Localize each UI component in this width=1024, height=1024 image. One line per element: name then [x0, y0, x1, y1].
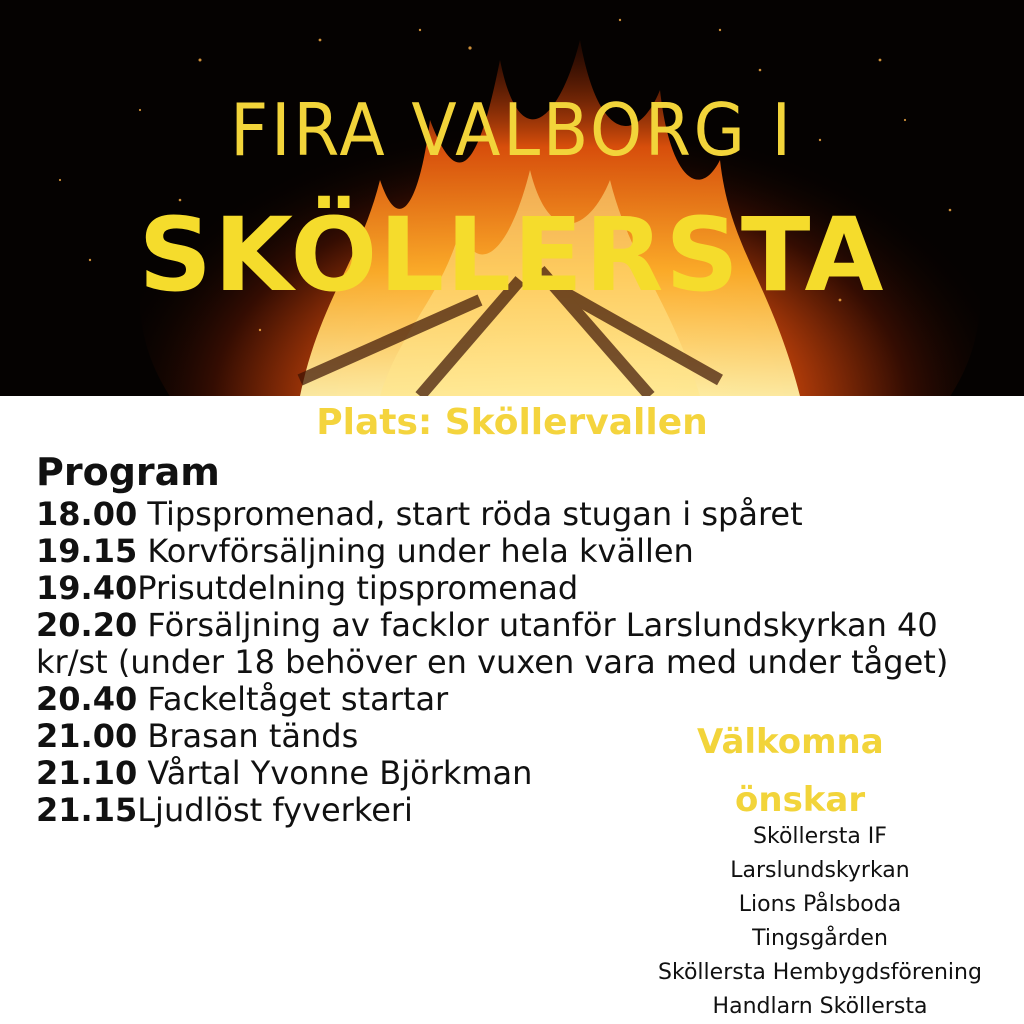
program-item [36, 533, 1006, 570]
program-item [36, 570, 1006, 607]
program-text: Vårtal Yvonne Björkman [137, 754, 533, 792]
program-time: 21.00 [36, 717, 138, 755]
welcome-subheading: önskar [735, 780, 866, 820]
organizer-item: Sköllersta IF [753, 824, 887, 849]
program-item [36, 496, 1006, 533]
organizer-item: Handlarn Sköllersta [712, 994, 928, 1019]
program-time: 19.40 [36, 569, 138, 607]
program-text: Prisutdelning tipspromenad [137, 569, 579, 607]
program-time: 21.10 [36, 754, 138, 792]
program-heading: Program [36, 450, 220, 494]
program-time: 20.40 [36, 680, 138, 718]
organizer-item: Larslundskyrkan [730, 858, 910, 883]
program-text: Ljudlöst fyverkeri [137, 791, 413, 829]
program-time: 20.20 [36, 606, 138, 644]
program-item [36, 607, 1006, 681]
program-text: Fackeltåget startar [137, 680, 449, 718]
welcome-heading: Välkomna [697, 722, 884, 762]
organizer-item: Sköllersta Hembygdsförening [658, 960, 982, 985]
program-time: 18.00 [36, 495, 138, 533]
title-line-1: FIRA VALBORG I [230, 88, 794, 172]
program-text: Tipspromenad, start röda stugan i spåret [137, 495, 803, 533]
program-time: 21.15 [36, 791, 138, 829]
program-text: Brasan tänds [137, 717, 359, 755]
organizer-list [620, 820, 1020, 1024]
program-item [36, 681, 1006, 718]
organizer-item: Tingsgården [752, 926, 888, 951]
bonfire-hero-image [0, 0, 1024, 396]
title-line-2: SKÖLLERSTA [138, 196, 886, 315]
program-text: Korvförsäljning under hela kvällen [137, 532, 694, 570]
organizer-item: Lions Pålsboda [738, 892, 902, 917]
program-text: Försäljning av facklor utanför Larslundskyrkan 40 kr/st (under 18 behöver en vuxen vara med under tåget) [36, 606, 949, 681]
program-time: 19.15 [36, 532, 138, 570]
place-label: Plats: Sköllervallen [316, 402, 708, 443]
